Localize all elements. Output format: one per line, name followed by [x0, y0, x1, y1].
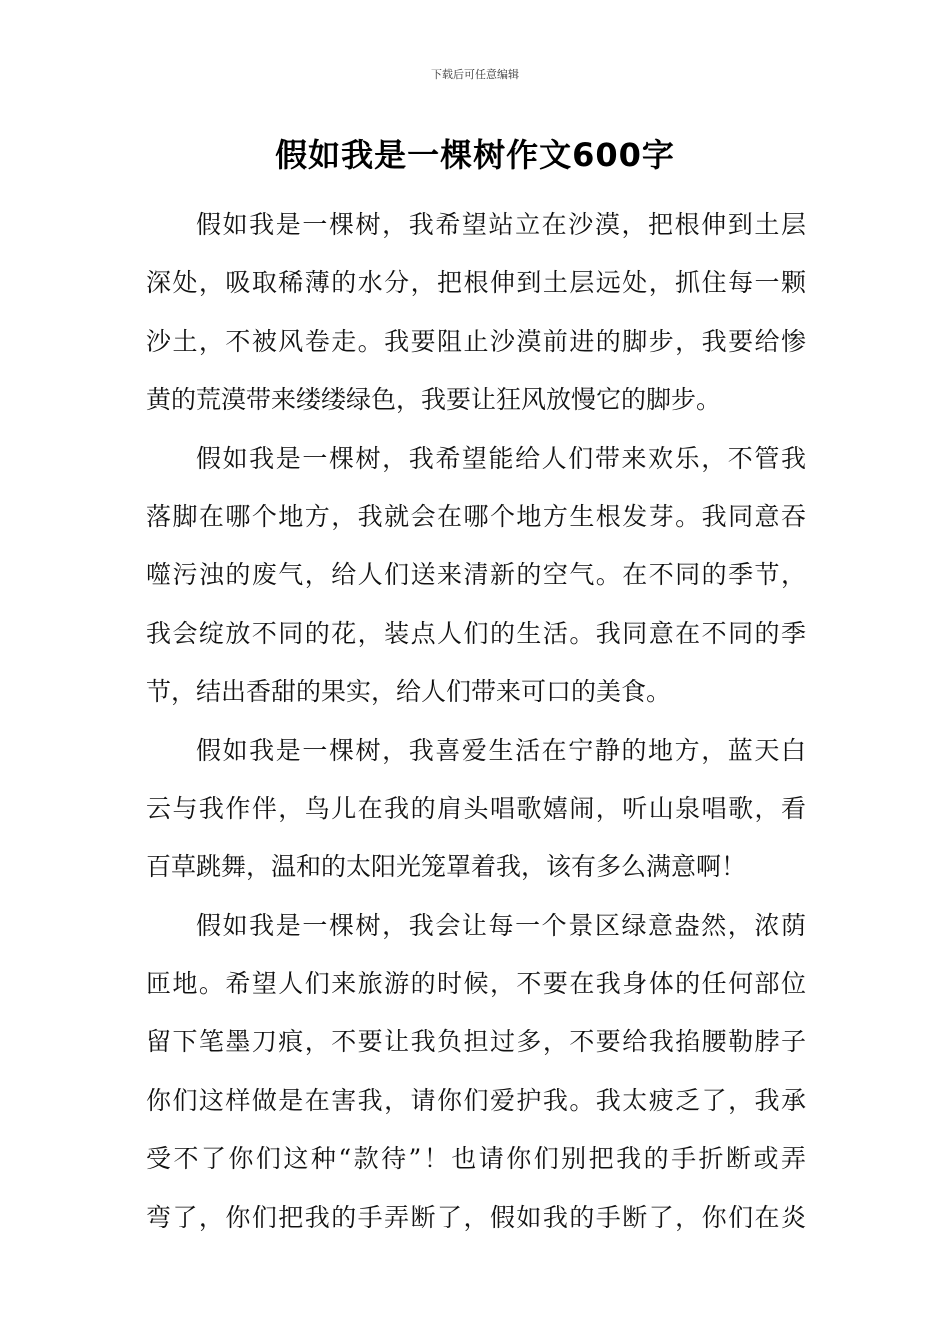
text-line: 云与我作伴，鸟儿在我的肩头唱歌嬉闹，听山泉唱歌，看: [146, 793, 806, 823]
text-line: 噬污浊的废气，给人们送来清新的空气。在不同的季节，: [146, 560, 806, 590]
paragraph: [146, 722, 806, 897]
text-line: 沙土，不被风卷走。我要阻止沙漠前进的脚步，我要给惨: [146, 326, 806, 356]
essay-body: [146, 196, 806, 1247]
text-line: 黄的荒漠带来缕缕绿色，我要让狂风放慢它的脚步。: [146, 385, 722, 415]
text-line: 百草跳舞，温和的太阳光笼罩着我，该有多么满意啊！: [146, 852, 747, 882]
text-line: 深处，吸取稀薄的水分，把根伸到土层远处，抓住每一颗: [146, 268, 806, 298]
text-line: 假如我是一棵树，我会让每一个景区绿意盎然，浓荫: [196, 910, 806, 940]
text-line: 假如我是一棵树，我希望站立在沙漠，把根伸到土层: [196, 210, 806, 239]
page-title: 假如我是一棵树作文600字: [275, 136, 675, 174]
text-line: 节，结出香甜的果实，给人们带来可口的美食。: [146, 677, 672, 707]
text-line: 你们这样做是在害我，请你们爱护我。我太疲乏了，我承: [146, 1085, 806, 1115]
text-line: 我会绽放不同的花，装点人们的生活。我同意在不同的季: [146, 618, 806, 648]
paragraph: [146, 430, 806, 722]
text-line: 匝地。希望人们来旅游的时候，不要在我身体的任何部位: [146, 969, 806, 999]
paragraph: [146, 196, 806, 430]
text-line: 假如我是一棵树，我希望能给人们带来欢乐，不管我: [196, 443, 806, 473]
text-line: 受不了你们这种“款待”！也请你们别把我的手折断或弄: [146, 1144, 806, 1174]
text-line: 落脚在哪个地方，我就会在哪个地方生根发芽。我同意吞: [146, 501, 806, 531]
text-line: 假如我是一棵树，我喜爱生活在宁静的地方，蓝天白: [196, 735, 806, 765]
text-line: 留下笔墨刀痕，不要让我负担过多，不要给我掐腰勒脖子: [146, 1027, 806, 1057]
text-line: 弯了，你们把我的手弄断了，假如我的手断了，你们在炎: [146, 1202, 806, 1232]
paragraph: [146, 897, 806, 1247]
header-note: 下载后可任意编辑: [431, 68, 519, 81]
